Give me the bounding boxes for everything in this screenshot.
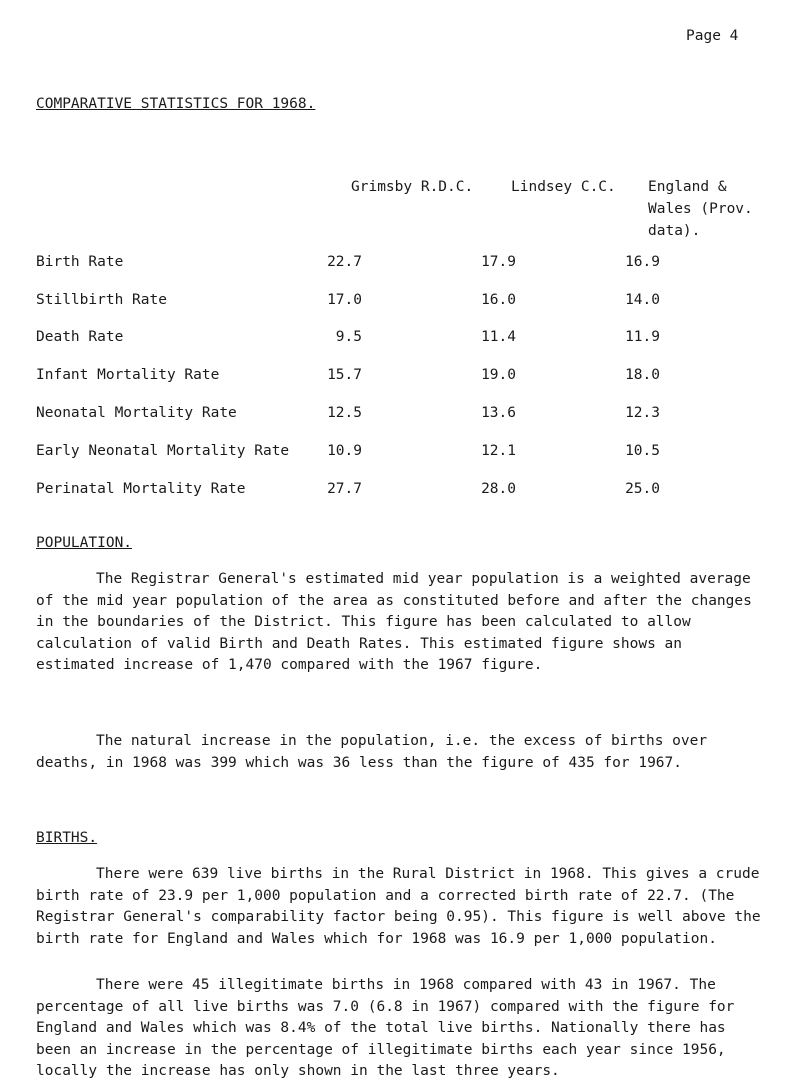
cell-lindsey: 11.4	[481, 329, 516, 345]
cell-england-wales: 11.9	[625, 329, 660, 345]
paragraph: The Registrar General's estimated mid year population is a weighted average of the mid year population of the area as constituted before and after the changes in the boundaries of the District. This figure has been calculated to allow calculation of valid Birth and Death Rates. This estimated figure shows an estimated increase of 1,470 compared with the 1967 figure.	[36, 571, 752, 673]
cell-grimsby: 17.0	[327, 292, 362, 308]
column-header-lindsey: Lindsey C.C.	[511, 179, 616, 195]
cell-grimsby: 22.7	[327, 254, 362, 270]
cell-england-wales: 25.0	[625, 481, 660, 497]
page-title: COMPARATIVE STATISTICS FOR 1968.	[36, 96, 316, 112]
section-heading-births: BIRTHS.	[36, 830, 98, 846]
cell-grimsby: 12.5	[327, 405, 362, 421]
row-label: Stillbirth Rate	[36, 292, 167, 308]
cell-england-wales: 12.3	[625, 405, 660, 421]
row-label: Early Neonatal Mortality Rate	[36, 443, 290, 459]
paragraph: There were 45 illegitimate births in 1968 compared with 43 in 1967. The percentage of all live births was 7.0 (6.8 in 1967) compared with the figure for England and Wales which was 8.4% of the total live births. Nationally there has been an increase in the percentage of illegitimate births each year since 1956, locally the increase has only shown in the last three years.	[36, 977, 735, 1079]
row-label: Perinatal Mortality Rate	[36, 481, 246, 497]
cell-grimsby: 9.5	[335, 329, 362, 345]
cell-england-wales: 14.0	[625, 292, 660, 308]
cell-lindsey: 19.0	[481, 367, 516, 383]
cell-lindsey: 13.6	[481, 405, 516, 421]
cell-lindsey: 12.1	[481, 443, 516, 459]
cell-grimsby: 10.9	[327, 443, 362, 459]
row-label: Death Rate	[36, 329, 124, 345]
cell-england-wales: 10.5	[625, 443, 660, 459]
row-label: Birth Rate	[36, 254, 124, 270]
cell-lindsey: 17.9	[481, 254, 516, 270]
cell-england-wales: 18.0	[625, 367, 660, 383]
row-label: Infant Mortality Rate	[36, 367, 220, 383]
paragraph: The natural increase in the population, i.e. the excess of births over deaths, in 1968 was 399 which was 36 less than the figure of 435 for 1967.	[36, 733, 708, 771]
row-label: Neonatal Mortality Rate	[36, 405, 237, 421]
column-header-england-wales: England & Wales (Prov. data).	[648, 179, 753, 239]
cell-england-wales: 16.9	[625, 254, 660, 270]
cell-lindsey: 28.0	[481, 481, 516, 497]
section-heading-population: POPULATION.	[36, 535, 133, 551]
cell-grimsby: 27.7	[327, 481, 362, 497]
cell-lindsey: 16.0	[481, 292, 516, 308]
page-number: Page 4	[686, 28, 739, 44]
paragraph: There were 639 live births in the Rural District in 1968. This gives a crude birth rate of 23.9 per 1,000 population and a corrected birth rate of 22.7. (The Registrar General's comparability factor being 0.95). This figure is well above the birth rate for England and Wales which for 1968 was 16.9 per 1,000 population.	[36, 866, 761, 947]
column-header-grimsby: Grimsby R.D.C.	[351, 179, 474, 195]
cell-grimsby: 15.7	[327, 367, 362, 383]
